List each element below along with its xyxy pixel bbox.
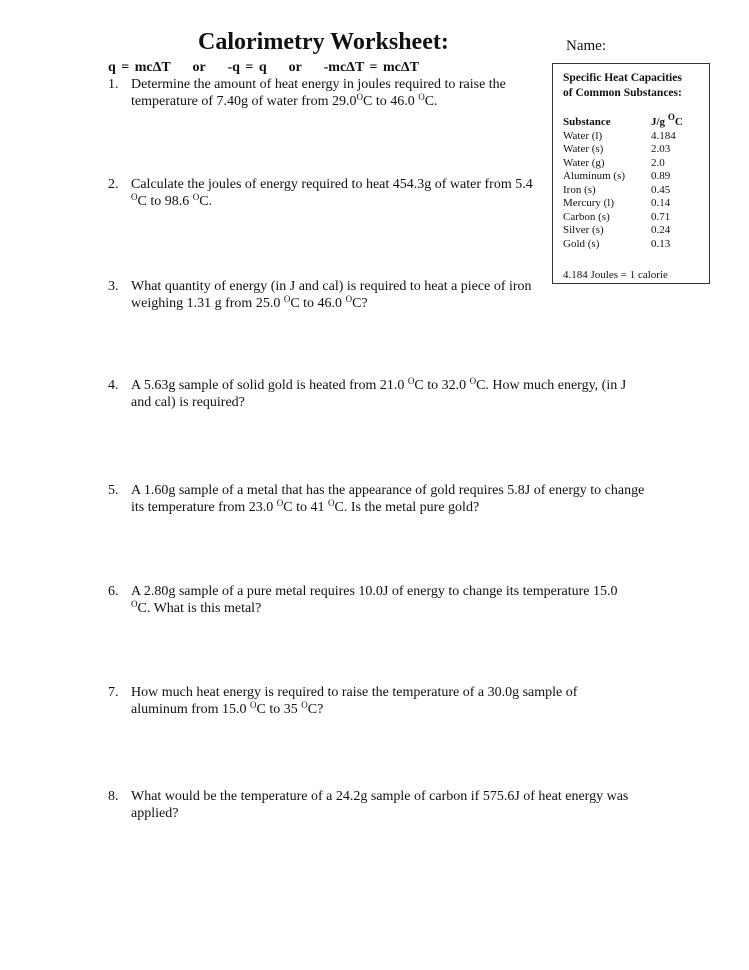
question-text: Determine the amount of heat energy in joules required to raise the temperature of 7.40g of water from $29.0^OC$ to 46.0 $^O$C. [131,77,506,109]
box-title-line: of Common Substances: [563,87,682,99]
table-row [563,224,701,238]
question-text: A 5.63g sample of solid gold is heated from 21.0 $^O$C to 32.0 $^O$C. How much energy, (in J and cal) is required? [131,376,627,410]
question-text: A 2.80g sample of a pure metal requires 10.0J of energy to change its temperature 15.0 $^O$C. What is this metal? [131,584,618,616]
name-label: Name: [566,38,606,54]
table-row [563,197,701,211]
column-header-unit: J/g $^O$C [651,112,683,128]
substance-cell: Mercury (l) [563,197,615,209]
question-5 [108,483,648,516]
box-title [563,71,682,101]
question-number: 7. [108,685,119,700]
substance-cell: Water (g) [563,156,605,169]
value-cell: 0.71 [651,210,671,223]
value-cell: 0.45 [651,183,671,196]
substance-cell: Aluminum (s) [563,170,626,182]
specific-heat-box [552,63,710,284]
question-text: What would be the temperature of a 24.2g sample of carbon if 575.6J of heat energy was applied? [131,789,629,821]
table-row [563,130,701,144]
table-row [563,238,701,252]
question-number: 2. [108,177,119,192]
question-number: 3. [108,279,119,294]
table-row [563,184,701,198]
question-number: 1. [108,77,119,92]
question-text: How much heat energy is required to raise the temperature of a 30.0g sample of aluminum from 15.0 $^O$C to 35 $^O$C? [131,685,578,717]
question-6 [108,584,628,617]
specific-heat-table [563,112,701,251]
question-number: 8. [108,789,119,804]
box-title-line: Specific Heat Capacities [563,72,682,84]
formula-line: q = mcΔT or -q = q or -mcΔT = mcΔT [108,60,420,75]
question-text: What quantity of energy (in J and cal) is required to heat a piece of iron weighing 1.31 g from 25.0 $^O$C to 46.0 $^O$C? [131,279,532,311]
value-cell: 0.13 [651,237,671,250]
question-7 [108,685,628,718]
table-row [563,170,701,184]
question-1 [108,77,548,110]
question-number: 6. [108,584,119,599]
value-cell: 0.24 [651,224,671,236]
question-2 [108,177,548,210]
value-cell: 4.184 [651,129,676,142]
value-cell: 0.14 [651,197,671,209]
substance-cell: Carbon (s) [563,210,610,223]
worksheet-title: Calorimetry Worksheet: [198,29,449,55]
substance-cell: Silver (s) [563,224,604,236]
conversion-note: 4.184 Joules = 1 calorie [563,269,668,281]
value-cell: 0.89 [651,170,671,182]
question-text: Calculate the joules of energy required to heat 454.3g of water from 5.4 $^O$C to 98.6 $^O$C. [131,177,533,209]
column-header-substance: Substance [563,116,611,128]
question-text: A 1.60g sample of a metal that has the appearance of gold requires 5.8J of energy to change its temperature from 23.0 $^O$C to 41 $^O$C. Is the metal pure gold? [131,483,645,515]
question-number: 4. [108,378,119,393]
value-cell: 2.0 [651,156,665,169]
substance-cell: Iron (s) [563,183,596,196]
substance-cell: Water (s) [563,143,604,155]
table-row [563,211,701,225]
question-4 [108,378,648,411]
question-8 [108,789,648,822]
question-3 [108,279,538,312]
table-row [563,143,701,157]
value-cell: 2.03 [651,143,671,155]
substance-cell: Water (l) [563,129,603,142]
substance-cell: Gold (s) [563,237,600,250]
question-number: 5. [108,483,119,498]
table-row [563,157,701,171]
